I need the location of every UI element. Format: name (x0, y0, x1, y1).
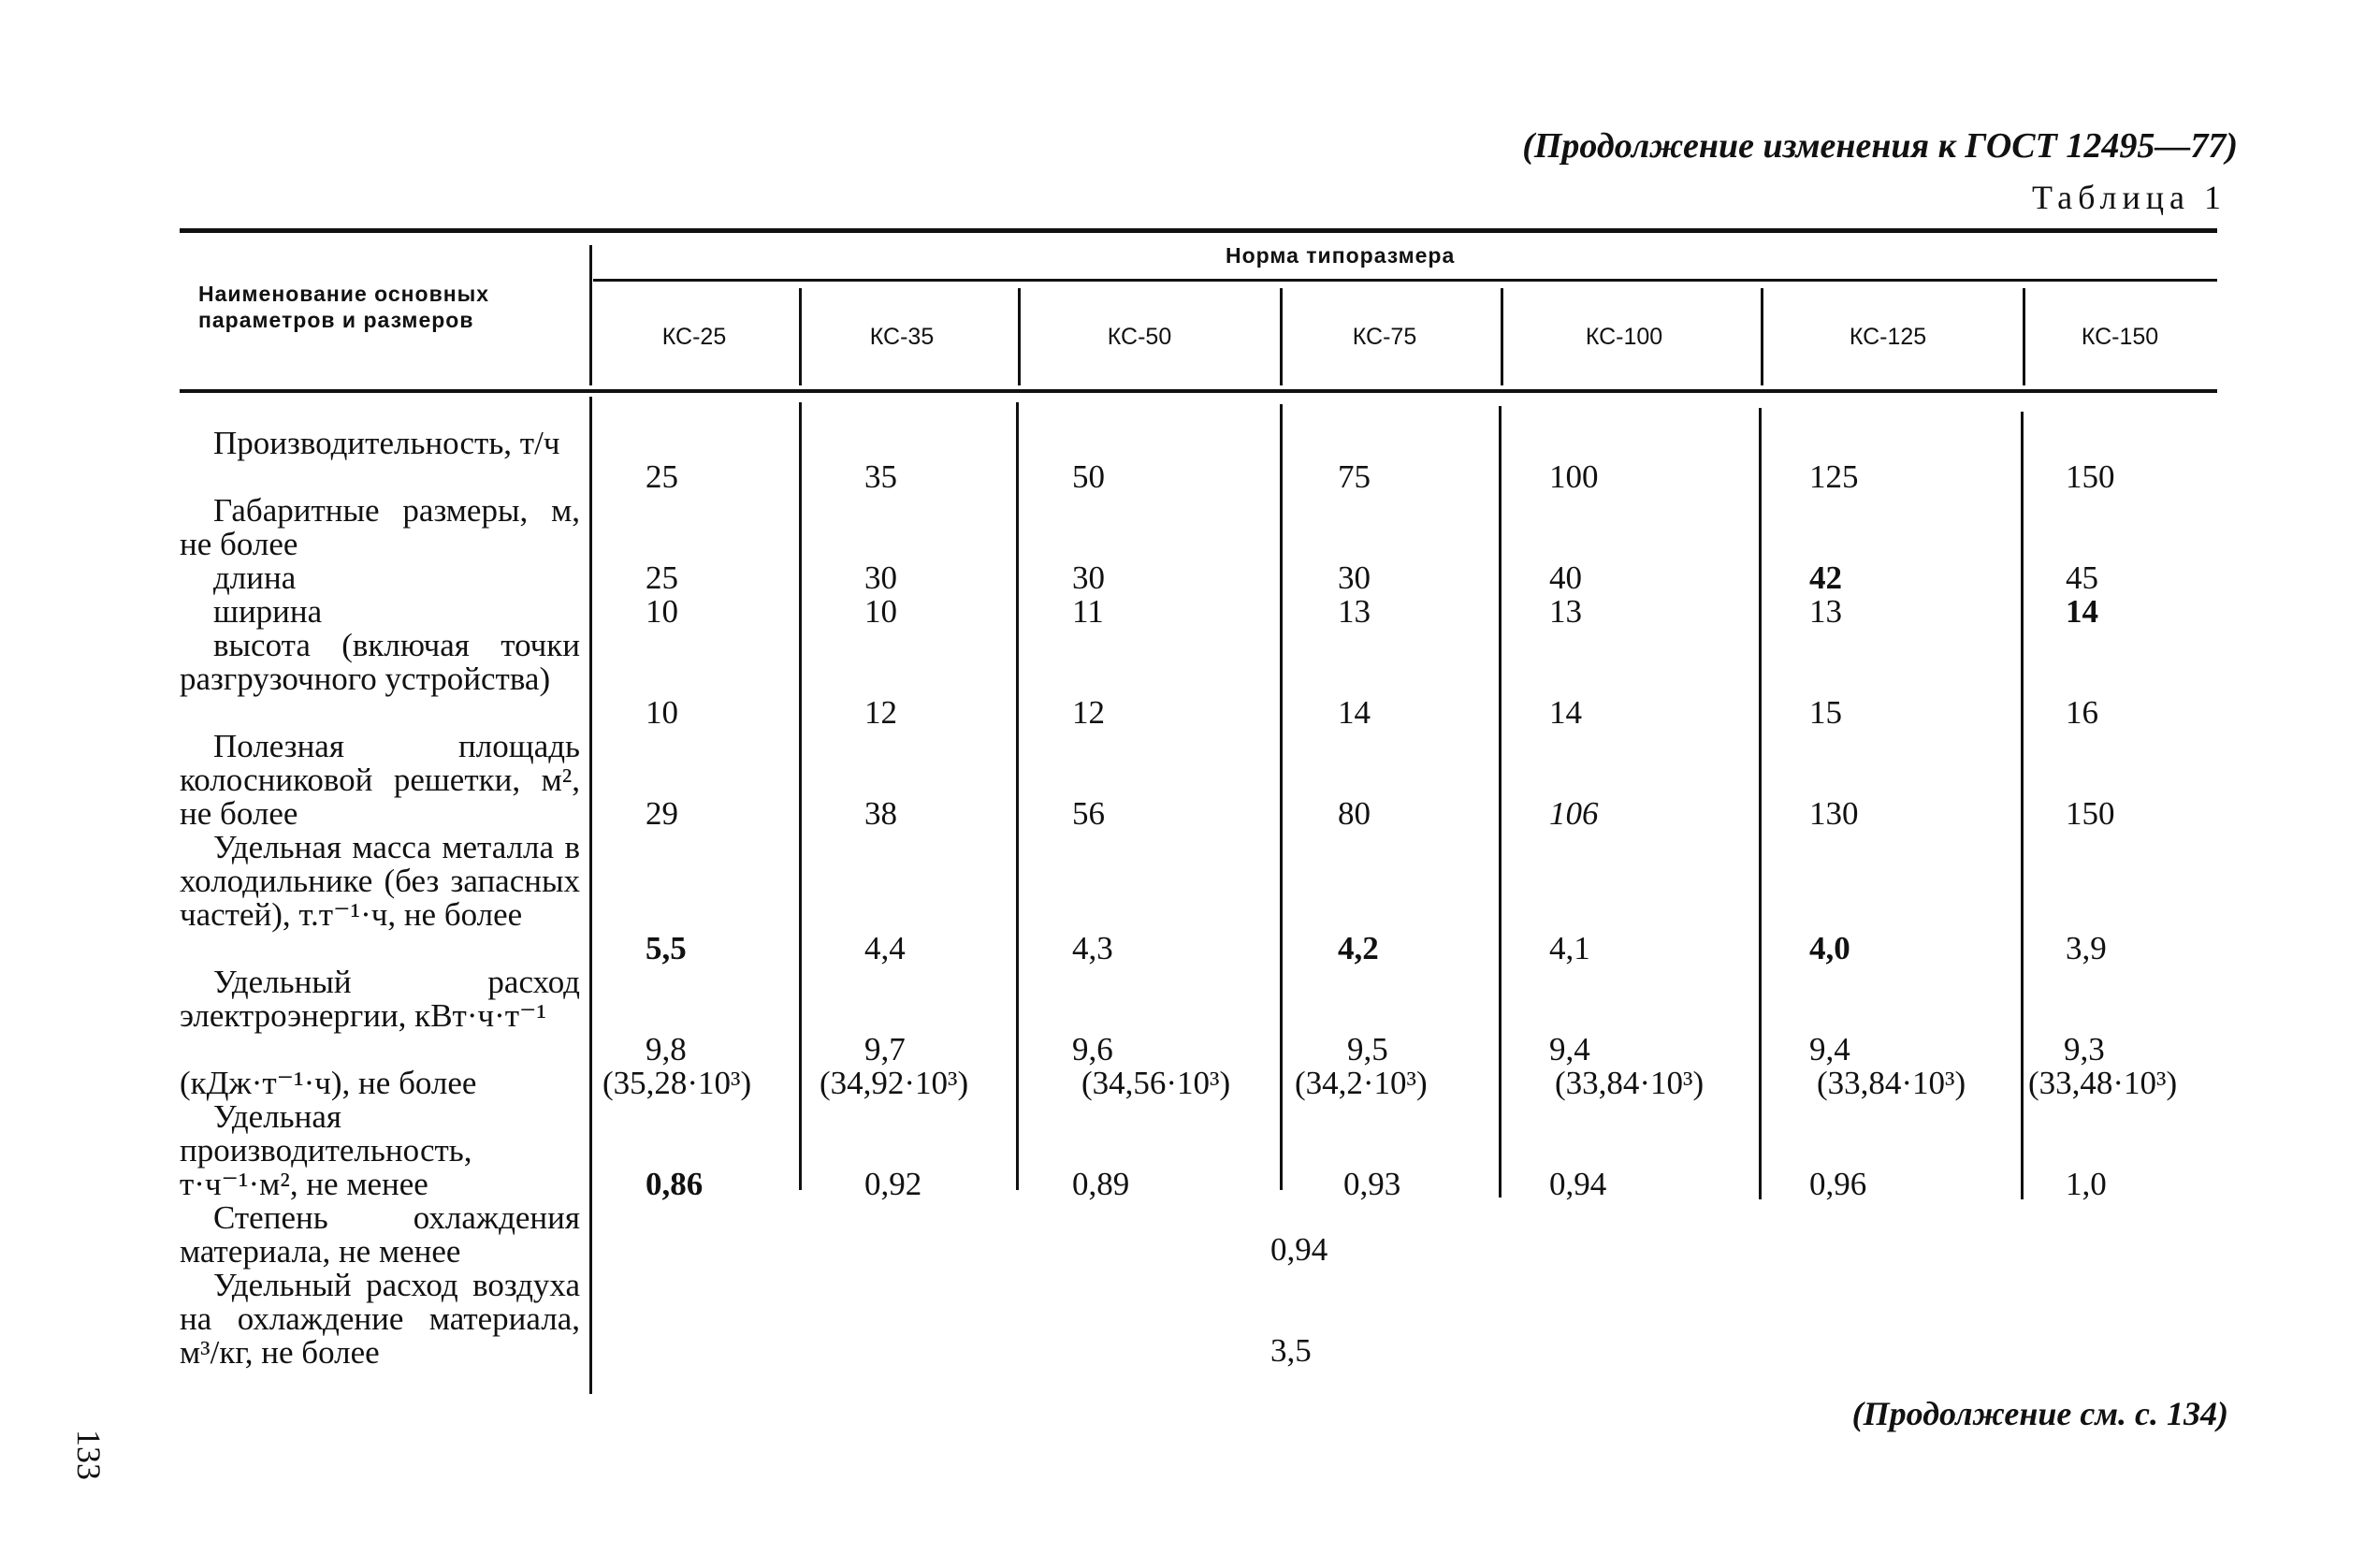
cell-height-ks150: 16 (2066, 694, 2098, 731)
group-header-rule (593, 279, 2217, 282)
col-separator-6 (2021, 412, 2024, 1199)
cell-metal-mass-ks25: 5,5 (646, 930, 687, 966)
cell-width-ks25: 10 (646, 593, 678, 630)
cell-energy-kj-ks50: (34,56·10³) (1081, 1065, 1231, 1101)
cell-grate-area-ks50: 56 (1072, 795, 1105, 832)
col-separator-head-3 (1280, 288, 1283, 385)
param-energy: Удельный расход электроэнергии, кВт·ч·т⁻¹ (180, 964, 580, 1034)
param-air-consumption: Удельный расход воздуха на охлаждение материала, м³/кг, не более (180, 1267, 580, 1371)
cell-specific-productivity-ks25: 0,86 (646, 1166, 704, 1202)
cell-energy-ks100: 9,4 (1549, 1031, 1590, 1067)
cell-energy-ks25: 9,8 (646, 1031, 687, 1067)
cell-width-ks150: 14 (2066, 593, 2098, 630)
cell-metal-mass-ks35: 4,4 (864, 930, 906, 966)
cell-specific-productivity-ks150: 1,0 (2066, 1166, 2107, 1202)
param-specific-productivity: Удельная производительность, т·ч⁻¹·м², не менее (180, 1098, 472, 1202)
cell-energy-kj-ks150: (33,48·10³) (2028, 1065, 2178, 1101)
param-metal-mass: Удельная масса металла в холодильнике (без запасных частей), т.т⁻¹·ч, не более (180, 829, 580, 933)
cell-productivity-ks75: 75 (1338, 458, 1371, 495)
cell-grate-area-ks35: 38 (864, 795, 897, 832)
cell-width-ks75: 13 (1338, 593, 1371, 630)
cell-width-ks50: 11 (1072, 593, 1104, 630)
col-separator-head-2 (1018, 288, 1021, 385)
page-number: 133 (70, 1430, 108, 1480)
cell-energy-ks50: 9,6 (1072, 1031, 1113, 1067)
cell-length-ks75: 30 (1338, 559, 1371, 596)
cell-grate-area-ks125: 130 (1809, 795, 1859, 832)
column-header-ks50: КС-50 (1107, 324, 1172, 350)
cell-length-ks50: 30 (1072, 559, 1105, 596)
cell-width-ks125: 13 (1809, 593, 1842, 630)
cell-specific-productivity-ks50: 0,89 (1072, 1166, 1130, 1202)
cell-specific-productivity-ks75: 0,93 (1343, 1166, 1401, 1202)
cell-grate-area-ks100: 106 (1549, 795, 1599, 832)
column-header-ks125: КС-125 (1849, 324, 1927, 350)
cell-specific-productivity-ks35: 0,92 (864, 1166, 922, 1202)
cell-metal-mass-ks50: 4,3 (1072, 930, 1113, 966)
cell-length-ks25: 25 (646, 559, 678, 596)
continuation-footer: (Продолжение см. с. 134) (1851, 1395, 2228, 1432)
column-header-ks25: КС-25 (661, 324, 727, 350)
cell-energy-ks150: 9,3 (2064, 1031, 2105, 1067)
cell-height-ks75: 14 (1338, 694, 1371, 731)
cell-productivity-ks25: 25 (646, 458, 678, 495)
cell-grate-area-ks25: 29 (646, 795, 678, 832)
cell-grate-area-ks150: 150 (2066, 795, 2115, 832)
column-header-ks75: КС-75 (1352, 324, 1417, 350)
cell-length-ks125: 42 (1809, 559, 1842, 596)
cell-cooling-degree: 0,94 (1270, 1231, 1328, 1268)
cell-metal-mass-ks125: 4,0 (1809, 930, 1850, 966)
col-separator-3 (1280, 404, 1283, 1190)
cell-productivity-ks125: 125 (1809, 458, 1859, 495)
col-separator-head-1 (799, 288, 802, 385)
param-productivity: Производительность, т/ч (213, 425, 560, 461)
cell-height-ks50: 12 (1072, 694, 1105, 731)
cell-energy-kj-ks100: (33,84·10³) (1555, 1065, 1705, 1101)
cell-length-ks100: 40 (1549, 559, 1582, 596)
cell-productivity-ks50: 50 (1072, 458, 1105, 495)
cell-energy-kj-ks75: (34,2·10³) (1295, 1065, 1428, 1101)
cell-height-ks100: 14 (1549, 694, 1582, 731)
cell-productivity-ks100: 100 (1549, 458, 1599, 495)
cell-width-ks100: 13 (1549, 593, 1582, 630)
column-header-ks35: КС-35 (869, 324, 935, 350)
cell-energy-ks125: 9,4 (1809, 1031, 1850, 1067)
param-column-separator (589, 397, 592, 1394)
cell-productivity-ks35: 35 (864, 458, 897, 495)
col-separator-2 (1016, 402, 1019, 1190)
param-cooling-degree: Степень охлаждения материала, не менее (180, 1199, 580, 1270)
cell-productivity-ks150: 150 (2066, 458, 2115, 495)
col-separator-head-4 (1501, 288, 1503, 385)
param-energy-kj: (кДж·т⁻¹·ч), не более (180, 1065, 477, 1101)
table-top-rule (180, 228, 2217, 233)
cell-specific-productivity-ks100: 0,94 (1549, 1166, 1607, 1202)
col-separator-4 (1499, 406, 1502, 1198)
param-grate-area: Полезная площадь колосниковой решетки, м², не более (180, 728, 580, 832)
cell-grate-area-ks75: 80 (1338, 795, 1371, 832)
header-bottom-rule (180, 389, 2217, 393)
param-header: Наименование основных параметров и размеров (198, 282, 490, 332)
param-width: ширина (213, 593, 323, 630)
col-separator-head-6 (2023, 288, 2025, 385)
table-label: Таблица 1 (2032, 179, 2227, 216)
column-header-ks100: КС-100 (1585, 324, 1663, 350)
cell-specific-productivity-ks125: 0,96 (1809, 1166, 1867, 1202)
param-column-separator-head (589, 245, 592, 385)
col-separator-head-5 (1761, 288, 1763, 385)
param-height: высота (включая точки разгрузочного устройства) (180, 627, 580, 697)
cell-energy-kj-ks25: (35,28·10³) (602, 1065, 752, 1101)
cell-metal-mass-ks75: 4,2 (1338, 930, 1379, 966)
cell-width-ks35: 10 (864, 593, 897, 630)
param-length: длина (213, 559, 297, 596)
cell-metal-mass-ks100: 4,1 (1549, 930, 1590, 966)
cell-energy-kj-ks35: (34,92·10³) (820, 1065, 969, 1101)
cell-energy-ks35: 9,7 (864, 1031, 906, 1067)
cell-height-ks35: 12 (864, 694, 897, 731)
cell-height-ks25: 10 (646, 694, 678, 731)
continuation-header: (Продолжение изменения к ГОСТ 12495—77) (1522, 126, 2238, 166)
cell-height-ks125: 15 (1809, 694, 1842, 731)
group-header: Норма типоразмера (1226, 243, 1456, 268)
cell-energy-ks75: 9,5 (1347, 1031, 1388, 1067)
cell-metal-mass-ks150: 3,9 (2066, 930, 2107, 966)
cell-length-ks150: 45 (2066, 559, 2098, 596)
col-separator-1 (799, 402, 802, 1190)
cell-energy-kj-ks125: (33,84·10³) (1817, 1065, 1966, 1101)
cell-length-ks35: 30 (864, 559, 897, 596)
cell-air-consumption: 3,5 (1270, 1332, 1312, 1369)
col-separator-5 (1759, 408, 1762, 1199)
column-header-ks150: КС-150 (2081, 324, 2159, 350)
param-dimensions: Габаритные размеры, м, не более (180, 492, 580, 562)
